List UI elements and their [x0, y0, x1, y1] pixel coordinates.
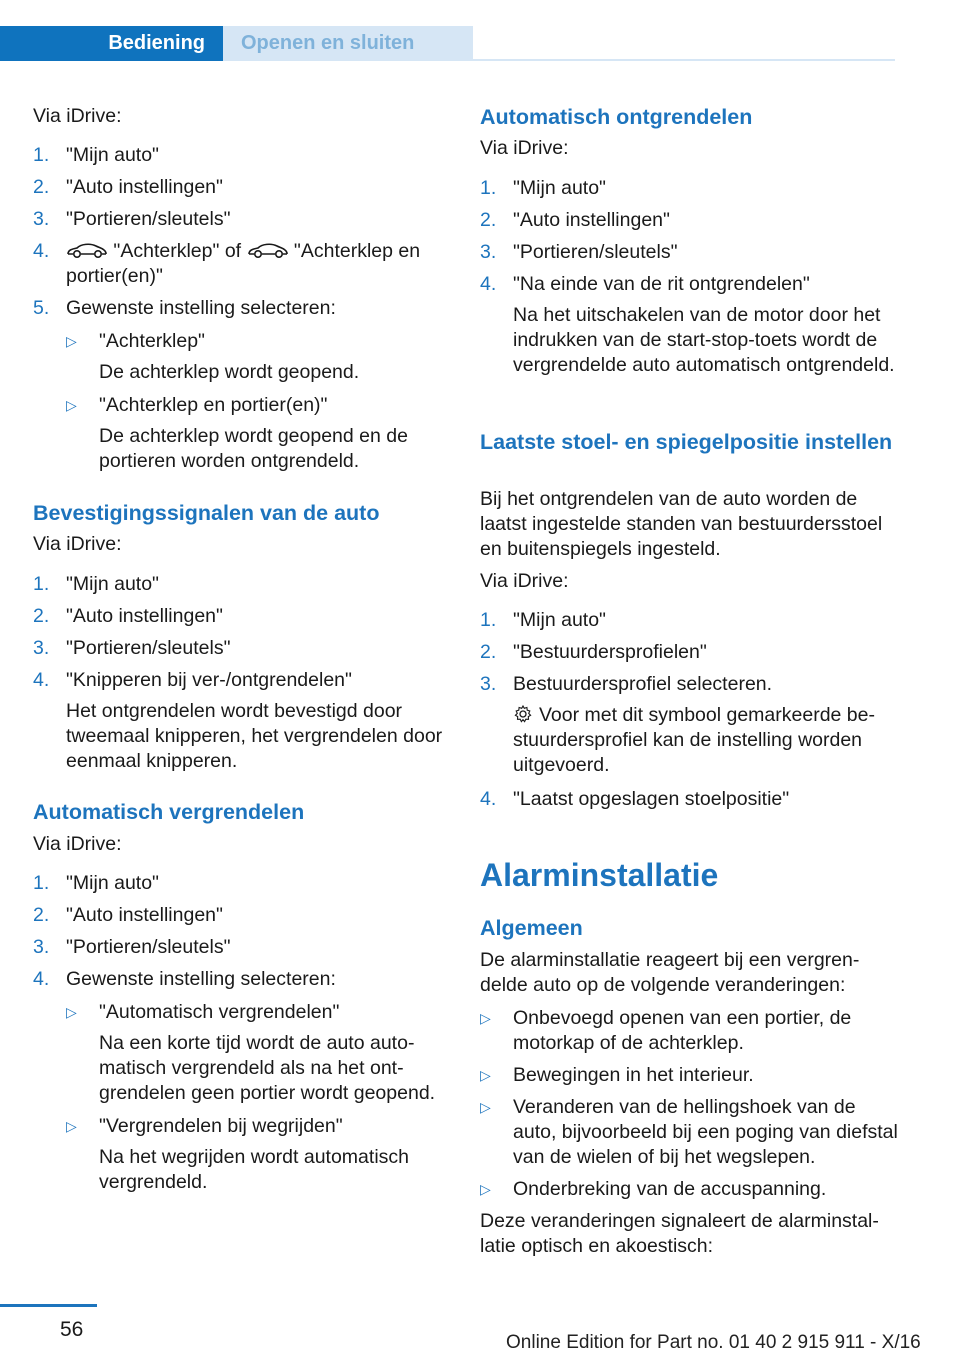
bullet-text: "Vergrendelen bij wegrijden"	[99, 1115, 343, 1137]
tab-label: Openen en sluiten	[241, 32, 415, 54]
list-item	[33, 967, 448, 992]
bullet-text: Veranderen van de hellingshoek van de auto, bijvoorbeeld bij een poging van diefstal van de wielen of bij het wegslepen.	[513, 1096, 898, 1168]
list-item	[33, 903, 448, 928]
list-text: "Portieren/sleutels"	[66, 208, 231, 230]
list-text: "Portieren/sleutels"	[66, 637, 231, 659]
list-text: "Knipperen bij ver-/ontgrendelen"	[66, 669, 352, 691]
list-text: "Auto instellingen"	[66, 176, 223, 198]
tab-openen-en-sluiten	[223, 26, 473, 61]
bullet-item	[66, 1000, 453, 1106]
section-title: Bevestigingssignalen van de auto	[33, 501, 380, 525]
list-text-b: "Achterklep en portier(en)"	[66, 240, 421, 287]
list-item	[33, 239, 448, 289]
list-number: 2.	[480, 209, 497, 231]
list-item	[480, 272, 900, 378]
intro-text: Via iDrive:	[480, 570, 569, 592]
section-title: Algemeen	[480, 916, 583, 940]
bullet-item	[480, 1006, 900, 1056]
list-item	[33, 572, 448, 597]
list-text: "Bestuurdersprofielen"	[513, 641, 707, 663]
triangle-right-icon: ▷	[480, 1067, 491, 1083]
bullet-item	[480, 1095, 900, 1170]
list-text: "Laatst opgeslagen stoelpositie"	[513, 788, 790, 810]
triangle-right-icon: ▷	[480, 1181, 491, 1197]
bullet-note: Na een korte tijd wordt de auto automatisch vergrendeld als na het ontgrendelen geen portier wordt geopend.	[99, 1032, 436, 1104]
bullet-text: "Achterklep en portier(en)"	[99, 394, 328, 416]
intro-text: Via iDrive:	[33, 105, 122, 127]
intro-text: Via iDrive:	[480, 137, 569, 159]
list-text: Bestuurdersprofiel selecteren.	[513, 673, 773, 695]
section-title: Laatste stoel- en spiegelpositie instellen	[480, 430, 893, 454]
list-number: 3.	[33, 637, 50, 659]
list-item	[33, 207, 448, 232]
bullet-note: Na het wegrijden wordt automatisch vergrendeld.	[99, 1146, 409, 1193]
list-item	[480, 208, 900, 233]
triangle-right-icon: ▷	[66, 333, 77, 349]
list-item	[480, 640, 900, 665]
list-text: "Auto instellingen"	[66, 904, 223, 926]
list-number: 2.	[33, 605, 50, 627]
list-text: "Mijn auto"	[66, 573, 159, 595]
list-text-a: "Achterklep" of	[113, 240, 242, 262]
car-icon	[247, 241, 289, 259]
list-number: 5.	[33, 297, 50, 319]
list-number: 2.	[480, 641, 497, 663]
bullet-text: "Achterklep"	[99, 330, 205, 352]
list-text: "Auto instellingen"	[513, 209, 670, 231]
list-number: 3.	[33, 936, 50, 958]
list-item	[33, 668, 448, 774]
list-number: 1.	[480, 177, 497, 199]
gear-icon	[513, 704, 533, 724]
list-number: 1.	[33, 872, 50, 894]
bullet-note: De achterklep wordt geopend.	[99, 361, 360, 383]
bullet-text: Onbevoegd openen van een portier, de motorkap of de achterklep.	[513, 1007, 852, 1054]
list-text: "Auto instellingen"	[66, 605, 223, 627]
list-item	[33, 604, 448, 629]
section-title: Automatisch ontgrendelen	[480, 105, 753, 129]
paragraph: Bij het ontgrendelen van de auto worden de laatst ingestelde standen van bestuurdersstoel en buitenspiegels ingesteld.	[480, 488, 883, 560]
list-number: 4.	[480, 273, 497, 295]
list-item	[33, 296, 448, 321]
list-text: "Na einde van de rit ontgrendelen"	[513, 273, 810, 295]
footer-rule	[0, 1304, 97, 1307]
triangle-right-icon: ▷	[66, 397, 77, 413]
list-text: Gewenste instelling selecteren:	[66, 968, 336, 990]
tab-label: Bediening	[108, 32, 205, 54]
bullet-item	[66, 1114, 448, 1195]
car-icon	[66, 241, 108, 259]
list-number: 2.	[33, 176, 50, 198]
list-text: "Mijn auto"	[513, 609, 606, 631]
bullet-text: Onderbreking van de accuspanning.	[513, 1178, 827, 1200]
list-number: 4.	[33, 669, 50, 691]
list-number: 1.	[33, 573, 50, 595]
list-note-text: Voor met dit symbool gemarkeerde bestuurdersprofiel kan de instelling worden uitgevoerd.	[513, 704, 876, 776]
bullet-item	[480, 1177, 900, 1202]
list-text: "Mijn auto"	[66, 872, 159, 894]
list-number: 2.	[33, 904, 50, 926]
list-text	[66, 239, 448, 289]
list-number: 4.	[33, 968, 50, 990]
list-item	[33, 636, 448, 661]
list-number: 3.	[33, 208, 50, 230]
list-number: 1.	[480, 609, 497, 631]
list-number: 3.	[480, 673, 497, 695]
header-rule	[473, 59, 895, 61]
list-item	[33, 143, 448, 168]
section-title: Automatisch vergrendelen	[33, 800, 305, 824]
paragraph: De alarminstallatie reageert bij een vergrendelde auto op de volgende veranderingen:	[480, 949, 860, 996]
list-text: "Portieren/sleutels"	[513, 241, 678, 263]
bullet-text: Bewegingen in het interieur.	[513, 1064, 754, 1086]
list-item	[480, 787, 900, 812]
list-item	[33, 175, 448, 200]
intro-text: Via iDrive:	[33, 833, 122, 855]
list-item	[480, 672, 900, 778]
list-number: 4.	[33, 240, 50, 262]
list-number: 1.	[33, 144, 50, 166]
list-item	[480, 176, 900, 201]
list-note: Na het uitschakelen van de motor door het indrukken van de start-stop-toets wordt de vergrendelde auto automatisch ontgrendeld.	[513, 304, 895, 376]
bullet-item	[66, 329, 448, 385]
list-text: "Mijn auto"	[513, 177, 606, 199]
bullet-text: "Automatisch vergrendelen"	[99, 1001, 340, 1023]
list-item	[33, 871, 448, 896]
triangle-right-icon: ▷	[66, 1118, 77, 1134]
chapter-title: Alarminstallatie	[480, 857, 719, 893]
paragraph: Deze veranderingen signaleert de alarminstallatie optisch en akoestisch:	[480, 1210, 879, 1257]
triangle-right-icon: ▷	[66, 1004, 77, 1020]
list-note	[513, 703, 900, 778]
bullet-item	[66, 393, 448, 474]
list-text: "Portieren/sleutels"	[66, 936, 231, 958]
bullet-note: De achterklep wordt geopend en de portieren worden ontgrendeld.	[99, 425, 408, 472]
list-item	[480, 608, 900, 633]
page-number: 56	[60, 1318, 84, 1341]
list-number: 3.	[480, 241, 497, 263]
intro-text: Via iDrive:	[33, 533, 122, 555]
list-note: Het ontgrendelen wordt bevestigd door tweemaal knipperen, het vergrendelen door eenmaal knipperen.	[66, 700, 443, 772]
list-item	[33, 935, 448, 960]
triangle-right-icon: ▷	[480, 1099, 491, 1115]
tab-bediening	[0, 26, 223, 61]
edition-text: Online Edition for Part no. 01 40 2 915 911 - X/16	[506, 1332, 921, 1353]
list-item	[480, 240, 900, 265]
list-text: "Mijn auto"	[66, 144, 159, 166]
list-number: 4.	[480, 788, 497, 810]
triangle-right-icon: ▷	[480, 1010, 491, 1026]
bullet-item	[480, 1063, 900, 1088]
list-text: Gewenste instelling selecteren:	[66, 297, 336, 319]
